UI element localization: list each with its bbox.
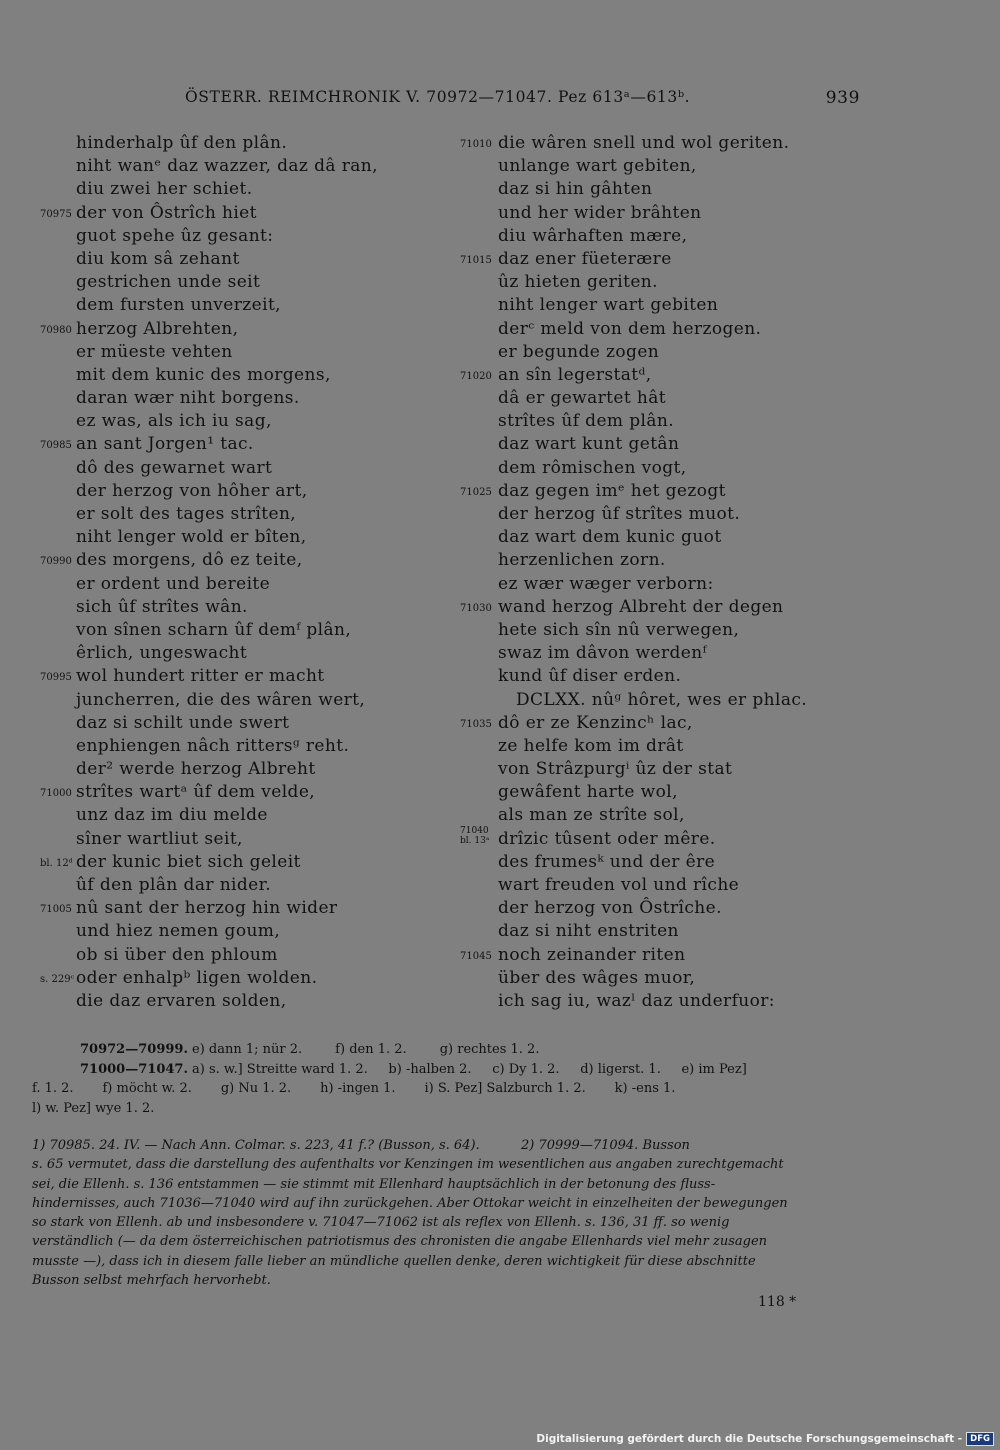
line-number: 70975 xyxy=(40,208,72,220)
verse-text: DCLXX. nûᵍ hôret, wes er phlac. xyxy=(516,689,808,710)
verse-text: enphiengen nâch rittersᵍ reht. xyxy=(76,735,350,756)
verse-text: herzenlichen zorn. xyxy=(498,550,666,571)
verse-line xyxy=(460,341,860,364)
verse-line xyxy=(460,294,860,317)
verse-line xyxy=(460,387,860,410)
verse-text: daran wær niht borgens. xyxy=(76,388,300,409)
line-number: 71015 xyxy=(460,254,492,266)
verse-text: hinderhalp ûf den plân. xyxy=(76,133,288,153)
verse-text: diu kom sâ zehant xyxy=(76,248,240,269)
verse-text: niht lenger wart gebiten xyxy=(498,295,719,316)
verse-text: kund ûf diser erden. xyxy=(498,666,682,687)
verse-text: gestrichen unde seit xyxy=(76,272,261,293)
verse-text: juncherren, die des wâren wert, xyxy=(76,689,366,710)
verse-line xyxy=(460,573,860,596)
verse-line xyxy=(460,155,860,178)
verse-line xyxy=(460,364,860,387)
verse-line xyxy=(40,503,460,526)
running-header xyxy=(40,88,860,116)
verse-line xyxy=(460,480,860,503)
verse-line xyxy=(40,689,460,712)
verse-line xyxy=(460,457,860,480)
right-verse-column xyxy=(460,132,860,1013)
verse-line xyxy=(460,271,860,294)
verse-line xyxy=(40,573,460,596)
verse-line xyxy=(460,825,860,851)
verse-text: und hiez nemen goum, xyxy=(76,921,281,942)
verse-line xyxy=(40,526,460,549)
verse-text: der kunic biet sich geleit xyxy=(76,851,301,872)
verse-line xyxy=(40,457,460,480)
footnote-line: musste —), dass ich in diesem falle lieber an mündliche quellen denke, deren wichtigkeit für diese abschnitte xyxy=(32,1253,756,1269)
verse-text: diu zwei her schiet. xyxy=(76,179,253,200)
verse-text: als man ze strîte sol, xyxy=(498,805,685,826)
verse-line xyxy=(460,318,860,341)
verse-text: herzog Albrehten, xyxy=(76,318,239,339)
verse-text: oder enhalpᵇ ligen wolden. xyxy=(76,967,318,988)
verse-text: nû sant der herzog hin wider xyxy=(76,898,338,919)
verse-text: ze helfe kom im drât xyxy=(498,735,684,756)
verse-text: wart freuden vol und rîche xyxy=(498,875,740,895)
verse-line xyxy=(40,178,460,201)
verse-text: mit dem kunic des morgens, xyxy=(76,364,331,385)
line-number: 71040 bl. 13ᵃ xyxy=(460,825,490,846)
verse-text: noch zeinander riten xyxy=(498,944,686,965)
verse-line xyxy=(40,341,460,364)
verse-text: daz si niht enstriten xyxy=(498,921,679,942)
verse-line xyxy=(40,642,460,665)
verse-text: dem rômischen vogt, xyxy=(498,457,687,478)
verse-text: er begunde zogen xyxy=(498,341,660,362)
verse-text: ich sag iu, wazˡ daz underfuor: xyxy=(498,990,775,1011)
verse-text: ez wær wæger verborn: xyxy=(498,573,714,594)
verse-line xyxy=(460,132,860,155)
line-number: 70990 xyxy=(40,556,72,568)
verse-text: hete sich sîn nû verwegen, xyxy=(498,619,740,640)
line-number: 71000 xyxy=(40,788,72,800)
verse-line xyxy=(460,990,860,1013)
footnotes xyxy=(32,1136,854,1290)
verse-text: êrlich, ungeswacht xyxy=(76,643,248,664)
verse-line xyxy=(460,225,860,248)
digitization-footer xyxy=(536,1432,994,1446)
variant-line: f. 1. 2. f) möcht w. 2. g) Nu 1. 2. h) -ingen 1. i) S. Pez] Salzburch 1. 2. k) -ens 1. xyxy=(32,1081,676,1096)
verse-line xyxy=(40,202,460,225)
line-number: 71010 xyxy=(460,139,492,150)
verse-text: wol hundert ritter er macht xyxy=(76,666,325,687)
verse-text: dem fursten unverzeit, xyxy=(76,295,281,316)
verse-text: über des wâges muor, xyxy=(498,967,696,988)
verse-text: dâ er gewartet hât xyxy=(498,388,667,409)
verse-line xyxy=(40,410,460,433)
verse-line xyxy=(40,549,460,572)
verse-line xyxy=(460,851,860,874)
page-number: 939 xyxy=(825,88,860,108)
verse-line xyxy=(40,387,460,410)
verse-text: der herzog ûf strîtes muot. xyxy=(498,504,741,524)
variant-text: e) dann 1; nür 2. f) den 1. 2. g) rechtes 1. 2. xyxy=(192,1042,540,1057)
verse-line xyxy=(460,967,860,990)
verse-line xyxy=(460,642,860,665)
verse-line xyxy=(460,944,860,967)
left-verse-column xyxy=(40,132,460,1013)
verse-text: dô des gewarnet wart xyxy=(76,457,273,478)
verse-text: daz wart dem kunic guot xyxy=(498,527,722,548)
verse-text: ûf den plân dar nider. xyxy=(76,875,272,895)
verse-line xyxy=(40,433,460,456)
line-number: s. 229ᶜ xyxy=(40,973,75,985)
verse-line xyxy=(40,318,460,341)
verse-text: der von Ôstrîch hiet xyxy=(76,202,257,223)
verse-text: dô er ze Kenzincʰ lac, xyxy=(498,712,693,733)
verse-line xyxy=(460,804,860,827)
verse-text: diu wârhaften mære, xyxy=(498,225,688,246)
verse-text: daz si schilt unde swert xyxy=(76,712,290,733)
verse-text: ob si über den phloum xyxy=(76,944,278,965)
verse-text: ez was, als ich iu sag, xyxy=(76,411,272,432)
verse-line xyxy=(40,364,460,387)
verse-line xyxy=(40,619,460,642)
verse-line xyxy=(40,781,460,804)
verse-line xyxy=(460,897,860,920)
verse-line xyxy=(40,248,460,271)
verse-text: an sîn legerstatᵈ, xyxy=(498,364,652,385)
line-number: 71020 xyxy=(460,370,492,382)
line-number: 70985 xyxy=(40,440,72,452)
verse-line xyxy=(40,804,460,827)
verse-line xyxy=(40,665,460,688)
verse-line xyxy=(460,712,860,735)
section-heading xyxy=(460,689,860,712)
verse-line xyxy=(40,132,460,155)
verse-line xyxy=(460,549,860,572)
verse-line xyxy=(40,828,460,851)
verse-text: niht wanᵉ daz wazzer, daz dâ ran, xyxy=(76,156,378,177)
verse-text: daz ener füeterære xyxy=(498,248,672,269)
verse-text: die daz ervaren solden, xyxy=(76,990,287,1011)
verse-line xyxy=(460,202,860,225)
verse-text: wand herzog Albreht der degen xyxy=(498,596,784,617)
variant-text: a) s. w.] Streitte ward 1. 2. b) -halben 2. c) Dy 1. 2. d) ligerst. 1. e) im Pez] xyxy=(192,1061,747,1077)
line-number: 71030 xyxy=(460,602,492,614)
verse-text: sich ûf strîtes wân. xyxy=(76,596,248,617)
verse-text: des frumesᵏ und der êre xyxy=(498,851,716,872)
footnote-line: verständlich (— da dem österreichischen patriotismus des chronisten die angabe Ellenhards viel mehr zusagen xyxy=(32,1234,768,1250)
verse-line xyxy=(460,874,860,897)
variant-line xyxy=(32,1040,854,1060)
variant-readings-apparatus xyxy=(32,1040,854,1118)
verse-line xyxy=(40,480,460,503)
verse-text: gewâfent harte wol, xyxy=(498,782,678,803)
verse-line xyxy=(40,990,460,1013)
verse-line xyxy=(460,410,860,433)
verse-text: drîzic tûsent oder mêre. xyxy=(498,828,716,849)
verse-text: von sînen scharn ûf demᶠ plân, xyxy=(76,619,352,640)
verse-text: ûz hieten geriten. xyxy=(498,272,658,293)
verse-line xyxy=(460,526,860,549)
verse-line xyxy=(40,897,460,920)
verse-text: swaz im dâvon werdenᶠ xyxy=(498,643,707,664)
verse-text: guot spehe ûz gesant: xyxy=(76,225,274,246)
verse-text: sîner wartliut seit, xyxy=(76,828,243,849)
verse-text: der herzog von Ôstrîche. xyxy=(498,898,722,919)
verse-line xyxy=(40,944,460,967)
verse-text: der herzog von hôher art, xyxy=(76,480,308,501)
line-number: bl. 12ᵈ xyxy=(40,857,73,869)
verse-text: derᶜ meld von dem herzogen. xyxy=(498,318,762,339)
verse-text: des morgens, dô ez teite, xyxy=(76,550,303,571)
verse-line xyxy=(460,665,860,688)
verse-text: er solt des tages strîten, xyxy=(76,504,297,524)
variant-line xyxy=(32,1060,854,1080)
verse-text: strîtes ûf dem plân. xyxy=(498,411,675,432)
sheet-signature: 118 * xyxy=(758,1294,797,1310)
line-number: 71025 xyxy=(460,486,492,498)
dfg-logo: DFG xyxy=(966,1432,994,1446)
verse-line xyxy=(460,920,860,943)
verse-line xyxy=(40,596,460,619)
footnote-line: s. 65 vermutet, dass die darstellung des aufenthalts vor Kenzingen im wesentlichen aus angaben zurechtgemacht xyxy=(32,1157,784,1173)
verse-line xyxy=(460,178,860,201)
verse-line xyxy=(460,758,860,781)
verse-text: unlange wart gebiten, xyxy=(498,156,697,177)
verse-line xyxy=(40,851,460,874)
verse-line xyxy=(40,225,460,248)
verse-line xyxy=(460,781,860,804)
verse-text: daz wart kunt getân xyxy=(498,434,680,455)
verse-text: und her wider brâhten xyxy=(498,202,702,223)
verse-line xyxy=(40,271,460,294)
verse-line xyxy=(40,920,460,943)
verse-line xyxy=(460,735,860,758)
verse-text: daz gegen imᵉ het gezogt xyxy=(498,480,726,501)
verse-line xyxy=(40,967,460,990)
verse-line xyxy=(40,758,460,781)
line-number: 71045 xyxy=(460,950,492,962)
verse-text: der² werde herzog Albreht xyxy=(76,759,316,780)
verse-line xyxy=(460,433,860,456)
verse-line xyxy=(40,155,460,178)
line-number: 71005 xyxy=(40,904,72,916)
verse-line xyxy=(40,735,460,758)
variant-ref: 70972—70999. xyxy=(80,1042,188,1057)
line-number: 71035 xyxy=(460,718,492,730)
verse-text: die wâren snell und wol geriten. xyxy=(498,133,790,153)
footnote-line: sei, die Ellenh. s. 136 entstammen — sie stimmt mit Ellenhard hauptsächlich in der betonung des fluss- xyxy=(32,1176,716,1192)
footnote-line: 1) 70985. 24. IV. — Nach Ann. Colmar. s. 223, 41 f.? (Busson, s. 64). 2) 70999—71094. Busson xyxy=(32,1138,690,1153)
verse-line xyxy=(460,596,860,619)
verse-text: strîtes wartᵃ ûf dem velde, xyxy=(76,782,316,803)
footnote-line: so stark von Ellenh. ab und insbesondere v. 71047—71062 ist als reflex von Ellenh. s. 136, 31 ff. so wenig xyxy=(32,1215,730,1231)
verse-line xyxy=(460,503,860,526)
verse-line xyxy=(40,874,460,897)
verse-text: er ordent und bereite xyxy=(76,573,271,594)
line-number: 70995 xyxy=(40,672,72,684)
verse-text: er müeste vehten xyxy=(76,341,233,362)
verse-text: von Strâzpurgⁱ ûz der stat xyxy=(498,759,733,780)
verse-text: unz daz im diu melde xyxy=(76,805,268,826)
verse-line xyxy=(40,294,460,317)
funding-notice: Digitalisierung gefördert durch die Deutsche Forschungsgemeinschaft - xyxy=(536,1433,963,1445)
verse-line xyxy=(460,248,860,271)
line-number: 70980 xyxy=(40,324,72,336)
running-title: ÖSTERR. REIMCHRONIK V. 70972—71047. Pez 613ᵃ—613ᵇ. xyxy=(185,88,691,106)
verse-line xyxy=(460,619,860,642)
footnote-line: hindernisses, auch 71036—71040 wird auf ihn zurückgehen. Aber Ottokar weicht in einzelheiten der bewegungen xyxy=(32,1195,788,1211)
verse-line xyxy=(40,712,460,735)
verse-text: niht lenger wold er bîten, xyxy=(76,527,307,548)
verse-text: daz si hin gâhten xyxy=(498,179,653,200)
verse-text: an sant Jorgen¹ tac. xyxy=(76,434,254,455)
variant-ref: 71000—71047. xyxy=(80,1061,188,1077)
variant-line: l) w. Pez] wye 1. 2. xyxy=(32,1100,155,1116)
footnote-line: Busson selbst mehrfach hervorhebt. xyxy=(32,1273,271,1289)
